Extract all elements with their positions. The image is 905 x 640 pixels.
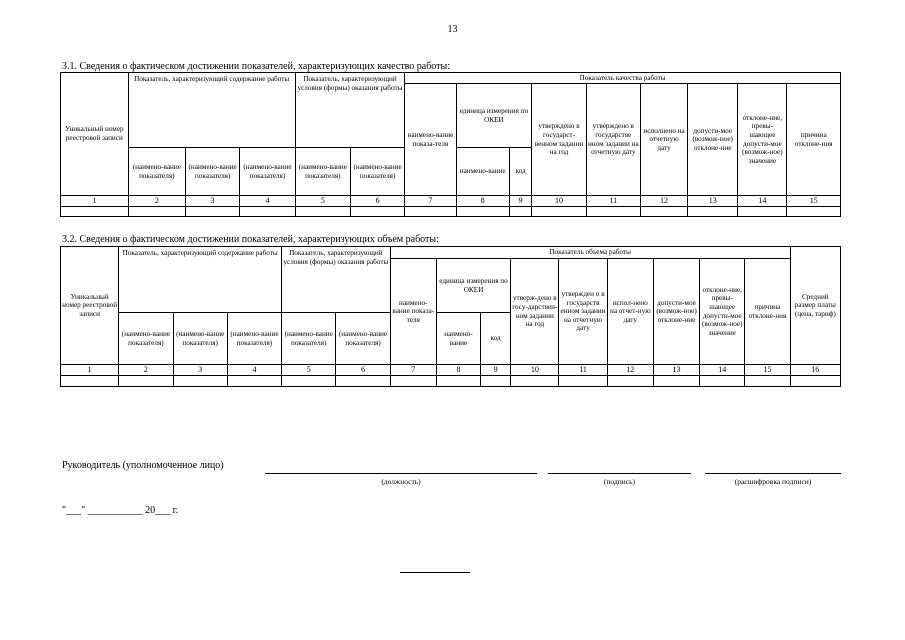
unit-code-header: код <box>481 313 511 365</box>
cell <box>119 376 173 387</box>
cell <box>511 376 559 387</box>
section-3-2-title: 3.2. Сведения о фактическом достижении показателей, характеризующих объем работы: <box>62 234 439 245</box>
column-number: 4 <box>227 365 281 376</box>
cell <box>738 206 787 216</box>
unit-name-header: наимено-вание <box>436 313 480 365</box>
sub-name-header: (наимено-вание показателя) <box>227 313 281 365</box>
column-number: 8 <box>456 196 509 207</box>
cell <box>787 206 841 216</box>
column-number: 5 <box>295 196 350 207</box>
sub-name-header: (наимено-вание показателя) <box>295 148 350 196</box>
volume-group-header: Показатель объема работы <box>390 247 790 259</box>
cell <box>790 376 840 387</box>
column-number: 5 <box>282 365 336 376</box>
cell <box>436 376 480 387</box>
indicator-name-header: наимено-вание показа-теля <box>390 259 436 365</box>
cell <box>61 376 119 387</box>
cell <box>640 206 687 216</box>
signature-label: Руководитель (уполномоченное лицо) <box>62 460 224 471</box>
column-number: 10 <box>511 365 559 376</box>
column-number: 7 <box>405 196 456 207</box>
cell <box>350 206 404 216</box>
sub-name-header: (наимено-вание показателя) <box>240 148 295 196</box>
cell <box>586 206 640 216</box>
quality-group-header: Показатель качества работы <box>405 73 841 84</box>
date-line: "___" ___________ 20___ г. <box>62 505 179 516</box>
column-number: 10 <box>532 196 586 207</box>
cell <box>532 206 586 216</box>
cell <box>456 206 509 216</box>
unit-code-header: код <box>509 148 532 196</box>
cell <box>173 376 227 387</box>
unit-header: единица измерения по ОКЕИ <box>436 259 510 313</box>
cell <box>509 206 532 216</box>
content-indicator-header: Показатель, характеризующий содержание работы <box>128 73 295 148</box>
signature-caption: (подпись) <box>603 477 636 486</box>
column-number: 6 <box>350 196 404 207</box>
column-number: 13 <box>653 365 699 376</box>
cell <box>390 376 436 387</box>
position-caption: (должность) <box>381 477 421 486</box>
column-number: 3 <box>173 365 227 376</box>
cell <box>227 376 281 387</box>
executed-header: исполнено на отчетную дату <box>640 84 687 196</box>
quality-indicators-table <box>60 72 841 217</box>
position-line <box>265 473 537 474</box>
approved-date-header: утверждено в государстве нном задании на отчетную дату <box>586 84 640 196</box>
approved-date-header: утвержден о в государств енном задании на отчетную дату <box>559 259 607 365</box>
bottom-divider <box>400 572 470 573</box>
cell <box>745 376 790 387</box>
content-indicator-header: Показатель, характеризующий содержание работы <box>119 247 282 313</box>
cell <box>240 206 295 216</box>
cell <box>295 206 350 216</box>
cell <box>653 376 699 387</box>
cell <box>186 206 240 216</box>
indicator-name-header: наимено-вание показа-теля <box>405 84 456 196</box>
unique-number-header: Уникальный номер реестровой записи <box>61 247 119 365</box>
column-number: 12 <box>640 196 687 207</box>
cell <box>688 206 738 216</box>
column-number: 1 <box>61 365 119 376</box>
section-3-1-title: 3.1. Сведения о фактическом достижении показателей, характеризующих качество работы: <box>62 61 451 72</box>
column-number: 3 <box>186 196 240 207</box>
sub-name-header: (наимено-вание показателя) <box>119 313 173 365</box>
table-row <box>61 206 841 216</box>
column-number: 9 <box>481 365 511 376</box>
column-number: 2 <box>119 365 173 376</box>
cell <box>405 206 456 216</box>
column-number: 15 <box>787 196 841 207</box>
avg-pay-header: Средний размер платы (цена, тариф) <box>790 247 840 365</box>
unique-number-header: Уникальный номер реестровой записи <box>61 73 129 196</box>
decode-caption: (расшифровка подписи) <box>734 477 812 486</box>
cell <box>336 376 390 387</box>
column-number: 14 <box>738 196 787 207</box>
cell <box>282 376 336 387</box>
column-number: 14 <box>700 365 745 376</box>
unit-name-header: наимено-вание <box>456 148 509 196</box>
approved-year-header: утверждено в государст-венном задании на год <box>532 84 586 196</box>
column-number: 16 <box>790 365 840 376</box>
allowed-deviation-header: допусти-мое (возмож-ное) отклоне-ние <box>653 259 699 365</box>
volume-indicators-table <box>60 246 841 387</box>
unit-header: единица измерения по ОКЕИ <box>456 84 532 148</box>
sub-name-header: (наимено-вание показателя) <box>282 313 336 365</box>
column-number: 9 <box>509 196 532 207</box>
column-number: 2 <box>128 196 185 207</box>
cell <box>607 376 653 387</box>
conditions-indicator-header: Показатель, характеризующий условия (формы) оказания работы <box>295 73 405 148</box>
cell <box>61 206 129 216</box>
conditions-indicator-header: Показатель, характеризующий условия (формы) оказания работы <box>282 247 391 313</box>
column-number: 6 <box>336 365 390 376</box>
exceeding-deviation-header: отклоне-ние, превы-шающее допусти-мое (возмож-ное) значение <box>738 84 787 196</box>
sub-name-header: (наимено-вание показателя) <box>128 148 185 196</box>
sub-name-header: (наимено-вание показателя) <box>350 148 404 196</box>
column-number: 11 <box>586 196 640 207</box>
allowed-deviation-header: допусти-мое (возмож-ное) отклоне-ние <box>688 84 738 196</box>
exceeding-deviation-header: отклоне-ние, превы-шающее допусти-мое (возмож-ное) значение <box>700 259 745 365</box>
column-number: 7 <box>390 365 436 376</box>
column-number: 8 <box>436 365 480 376</box>
sub-name-header: (наимено-вание показателя) <box>186 148 240 196</box>
column-number: 15 <box>745 365 790 376</box>
column-number: 1 <box>61 196 129 207</box>
decode-line <box>705 473 841 474</box>
cell <box>700 376 745 387</box>
page-number: 13 <box>447 24 458 35</box>
approved-year-header: утверж-дено в госу-дарствен-ном задании на год <box>511 259 559 365</box>
signature-line <box>548 473 691 474</box>
column-number: 12 <box>607 365 653 376</box>
cell <box>559 376 607 387</box>
column-number: 4 <box>240 196 295 207</box>
executed-header: испол-нено на отчет-ную дату <box>607 259 653 365</box>
column-number: 11 <box>559 365 607 376</box>
table-row <box>61 376 841 387</box>
sub-name-header: (наимено-вание показателя) <box>336 313 390 365</box>
cell <box>481 376 511 387</box>
column-number: 13 <box>688 196 738 207</box>
cell <box>128 206 185 216</box>
sub-name-header: (наимено-вание показателя) <box>173 313 227 365</box>
reason-header: причина отклоне-ния <box>745 259 790 365</box>
reason-header: причина отклоне-ния <box>787 84 841 196</box>
